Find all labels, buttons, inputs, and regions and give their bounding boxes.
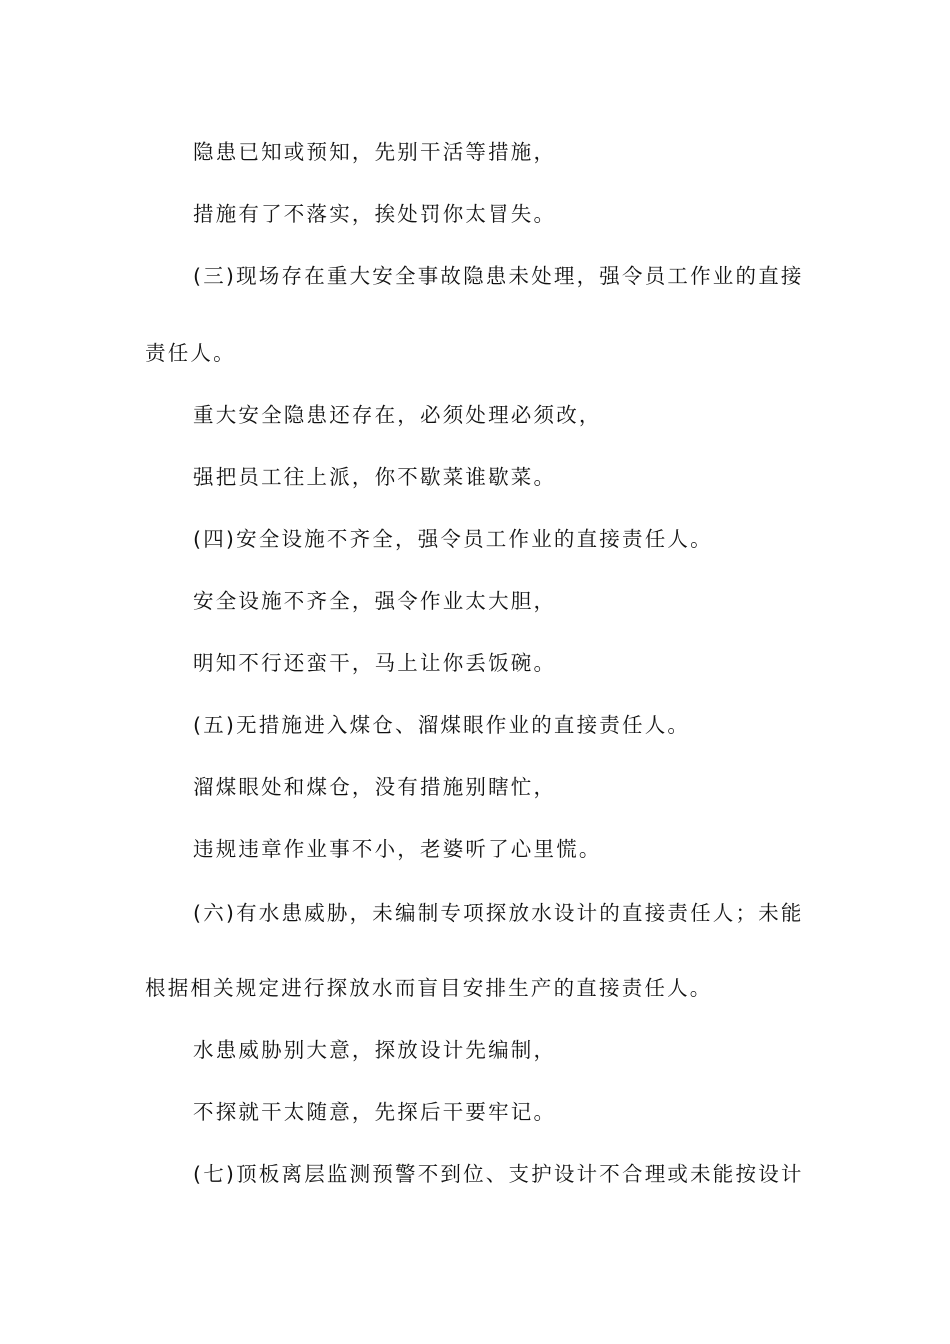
clause-continuation: 责任人。 <box>145 341 236 365</box>
verse-line: 安全设施不齐全，强令作业太大胆， <box>193 589 557 613</box>
verse-line: 措施有了不落实，挨处罚你太冒失。 <box>193 202 557 226</box>
verse-line: 溜煤眼处和煤仓，没有措施别瞎忙， <box>193 775 557 799</box>
verse-line: 违规违章作业事不小，老婆听了心里慌。 <box>193 837 602 861</box>
clause-continuation: 根据相关规定进行探放水而盲目安排生产的直接责任人。 <box>145 976 713 1000</box>
clause-heading: (四)安全设施不齐全，强令员工作业的直接责任人。 <box>193 527 713 551</box>
verse-line: 不探就干太随意，先探后干要牢记。 <box>193 1100 557 1124</box>
clause-heading: (五)无措施进入煤仓、溜煤眼作业的直接责任人。 <box>193 713 691 737</box>
clause-heading: (七)顶板离层监测预警不到位、支护设计不合理或未能按设计 <box>193 1162 804 1186</box>
verse-line: 隐患已知或预知，先别干活等措施， <box>193 140 557 164</box>
verse-line: 重大安全隐患还存在，必须处理必须改， <box>193 403 602 427</box>
verse-line: 明知不行还蛮干，马上让你丢饭碗。 <box>193 651 557 675</box>
clause-heading: (六)有水患威胁，未编制专项探放水设计的直接责任人；未能 <box>193 901 804 925</box>
verse-line: 水患威胁别大意，探放设计先编制， <box>193 1038 557 1062</box>
verse-line: 强把员工往上派，你不歇菜谁歇菜。 <box>193 465 557 489</box>
clause-heading: (三)现场存在重大安全事故隐患未处理，强令员工作业的直接 <box>193 264 804 288</box>
